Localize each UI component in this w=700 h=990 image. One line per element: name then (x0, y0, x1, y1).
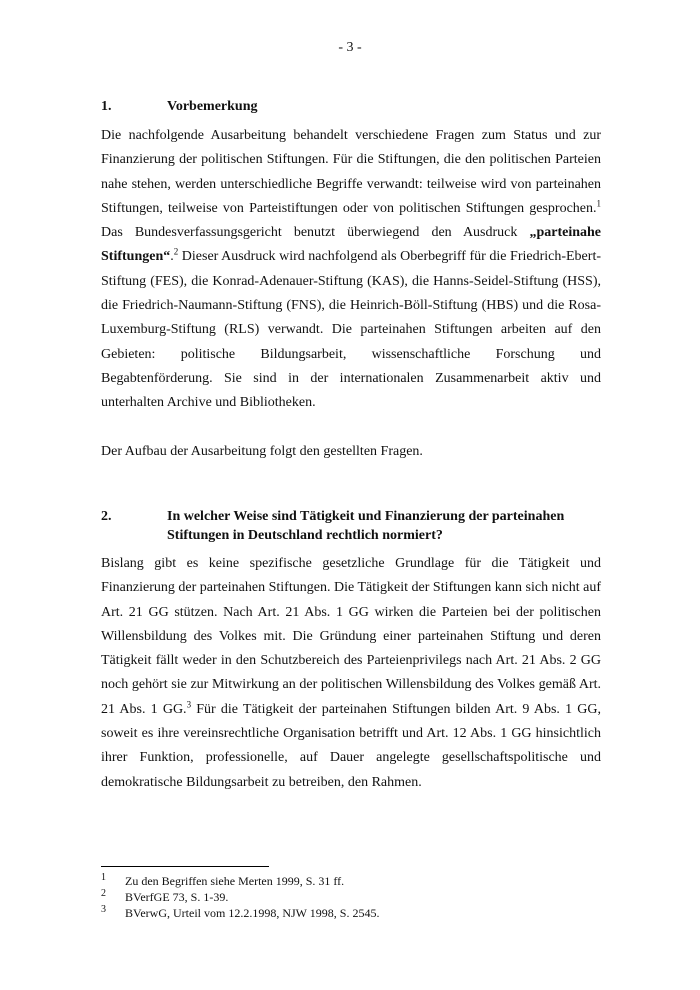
footnote-text: Zu den Begriffen siehe Merten 1999, S. 31 ff. (125, 874, 345, 888)
footnote-ref-1: 1 (596, 198, 601, 209)
section-2-title: In welcher Weise sind Tätigkeit und Finanzierung der parteinahen Stiftungen in Deutschland rechtlich normiert? (167, 509, 565, 543)
text-run: Dieser Ausdruck wird nachfolgend als Oberbegriff für die Friedrich-Ebert-Stiftung (FES), die Konrad-Adenauer-Stiftung (KAS), die Hanns-Seidel-Stiftung (HSS), die Friedrich-Naumann-Stiftung (FNS), die Heinrich-Böll-Stiftung (HBS) und die Rosa-Luxemburg-Stiftung (RLS) verwandt. Die parteinahen Stiftungen arbeiten auf den Gebieten: politische Bildungsarbeit, wissenschaftliche Forschung und Begabtenförderung. Sie sind in der internationalen Zusammenarbeit aktiv und unterhalten Archive und Bibliotheken. (101, 249, 601, 411)
footnote-ref-2: 2 (173, 246, 179, 257)
footnotes (101, 873, 601, 921)
footnote-number: 3 (101, 904, 106, 915)
footnote-number: 2 (101, 888, 106, 899)
term-highlight: „parteinahe Stiftungen“ (101, 225, 601, 265)
section-2-number: 2. (101, 509, 112, 524)
section-2-paragraph-1 (101, 552, 601, 795)
page-number: - 3 - (338, 40, 362, 55)
section-1-paragraph-2: Der Aufbau der Ausarbeitung folgt den gestellten Fragen. (101, 444, 423, 459)
footnote (101, 905, 601, 921)
footnote (101, 889, 601, 905)
text-run: Das Bundesverfassungsgericht benutzt überwiegend den Ausdruck (101, 225, 530, 241)
footnote-number: 1 (101, 872, 106, 883)
text-run: Bislang gibt es keine spezifische gesetzliche Grundlage für die Tätigkeit und Finanzierung der parteinahen Stiftungen. Die Tätigkeit der Stiftungen kann sich nicht auf Art. 21 GG stützen. Nach Art. 21 Abs. 1 GG wirken die Parteien bei der politischen Willensbildung des Volkes mit. Die Gründung einer parteinahen Stiftung und deren Tätigkeit fällt weder in den Schutzbereich des Parteienprivilegs nach Art. 21 Abs. 2 GG noch gehört sie zur Mitwirkung an der politischen Willensbildung des Volkes gemäß Art. 21 Abs. 1 GG. (101, 556, 601, 717)
text-run: Für die Tätigkeit der parteinahen Stiftungen bilden Art. 9 Abs. 1 GG, soweit es ihre vereinsrechtliche Organisation betrifft und Art. 12 Abs. 1 GG hinsichtlich ihrer Funktion, professionelle, auf Dauer angelegte gesellschaftspolitische und demokratische Bildungsarbeit zu betreiben, den Rahmen. (101, 701, 601, 790)
footnote-text: BVerfGE 73, S. 1-39. (125, 890, 229, 904)
section-1-number: 1. (101, 99, 112, 114)
footnote-ref-3: 3 (186, 699, 192, 710)
footnote (101, 873, 601, 889)
text-run: Die nachfolgende Ausarbeitung behandelt verschiedene Fragen zum Status und zur Finanzierung der politischen Stiftungen. Für die Stiftungen, die den politischen Parteien nahe stehen, werden unterschiedliche Begriffe verwandt: teilweise wird von parteinahen Stiftungen, teilweise von Parteistiftungen oder von politischen Stiftungen gesprochen. (101, 128, 601, 216)
footnote-text: BVerwG, Urteil vom 12.2.1998, NJW 1998, S. 2545. (125, 906, 380, 920)
footnote-separator (101, 866, 269, 867)
text-run: . (170, 249, 174, 265)
section-1-paragraph-1 (101, 124, 601, 416)
section-1-title: Vorbemerkung (167, 99, 258, 114)
